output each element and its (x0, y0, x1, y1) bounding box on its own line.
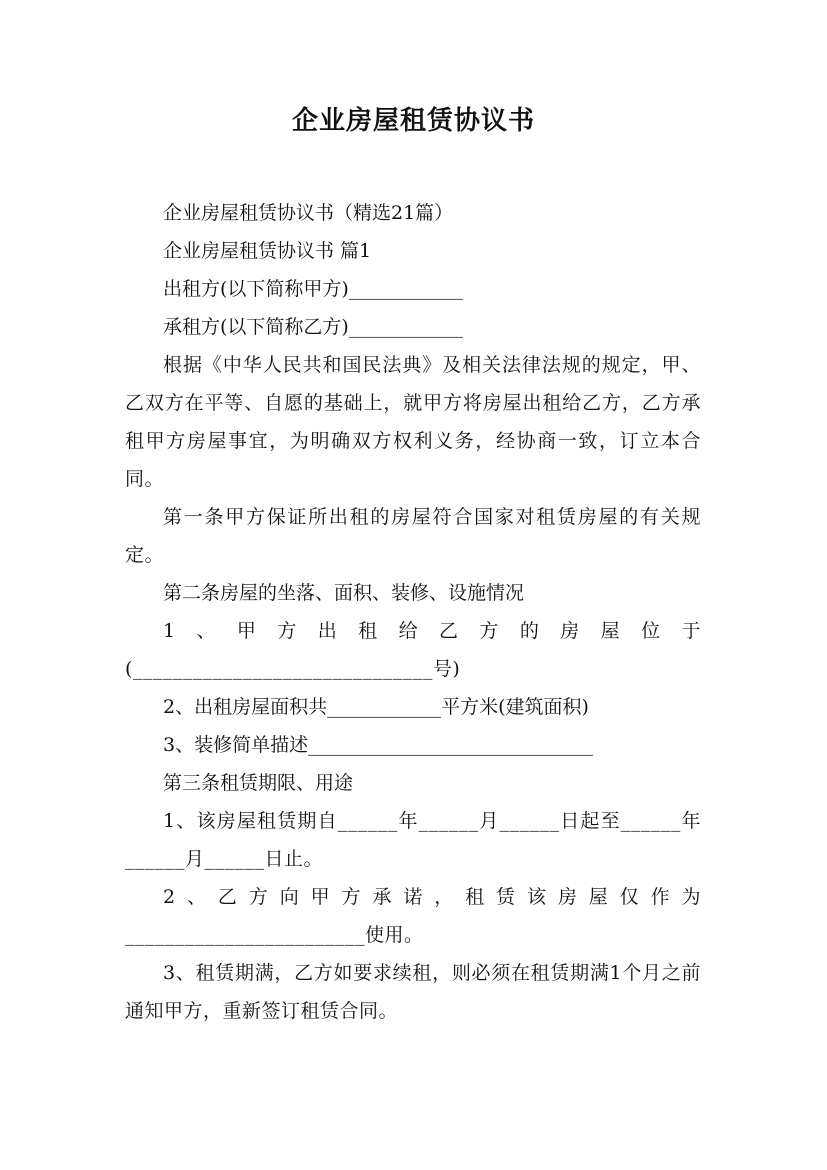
paragraph-article-2-item-1: 1、甲方出租给乙方的房屋位于(______________________________号) (125, 620, 701, 680)
paragraph-subtitle: 企业房屋租赁协议书（精选21篇） (163, 202, 454, 224)
paragraph-article-2-heading: 第二条房屋的坐落、面积、装修、设施情况 (163, 582, 525, 604)
paragraph-heading-part1: 企业房屋租赁协议书 篇1 (163, 240, 372, 262)
paragraph-preamble: 根据《中华人民共和国民法典》及相关法律法规的规定，甲、乙双方在平等、自愿的基础上，就甲方将房屋出租给乙方，乙方承租甲方房屋事宜，为明确双方权利义务，经协商一致，订立本合同。 (125, 354, 701, 490)
paragraph-article-2-item-3: 3、装修简单描述______________________________ (163, 734, 594, 756)
paragraph-article-3-item-3: 3、租赁期满，乙方如要求续租，则必须在租赁期满1个月之前通知甲方，重新签订租赁合同。 (125, 962, 701, 1022)
paragraph-article-2-item-2: 2、出租房屋面积共____________平方米(建筑面积) (163, 696, 589, 718)
document-body (125, 194, 701, 1030)
paragraph-article-3-item-2: 2、乙方向甲方承诺，租赁该房屋仅作为________________________使用。 (125, 886, 701, 946)
paragraph-lessor: 出租方(以下简称甲方)____________ (163, 278, 463, 300)
document-title: 企业房屋租赁协议书 (291, 106, 535, 136)
paragraph-article-3-item-1: 1、该房屋租赁期自______年______月______日起至______年______月______日止。 (125, 810, 701, 870)
paragraph-lessee: 承租方(以下简称乙方)____________ (163, 316, 463, 338)
paragraph-article-3-heading: 第三条租赁期限、用途 (163, 772, 354, 794)
paragraph-article-1: 第一条甲方保证所出租的房屋符合国家对租赁房屋的有关规定。 (125, 506, 701, 566)
